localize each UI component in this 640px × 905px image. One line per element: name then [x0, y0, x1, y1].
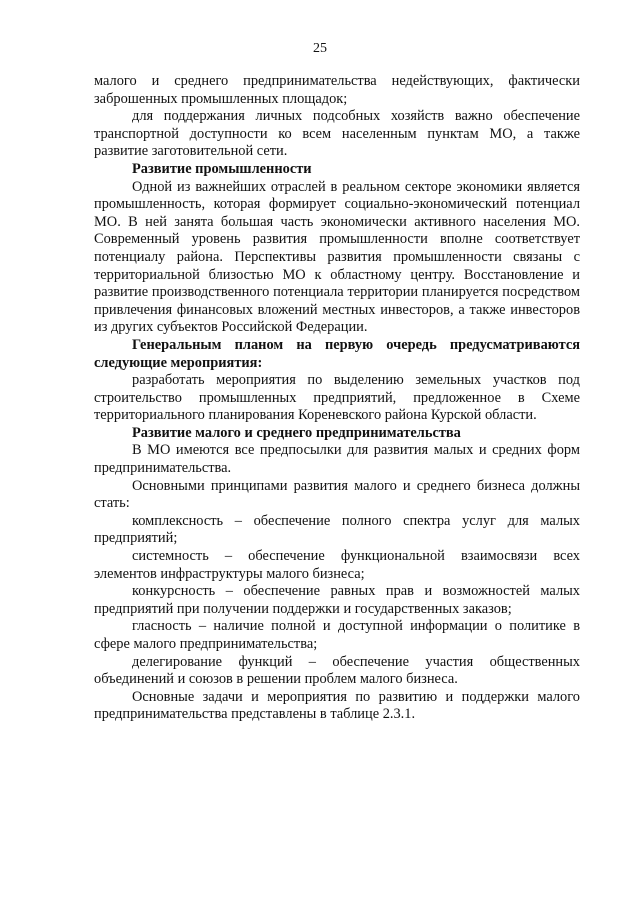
section-heading: Развитие промышленности [132, 160, 312, 177]
list-item: гласность – наличие полной и доступной информации о политике в сфере малого предпринимательства; [94, 618, 580, 652]
paragraph: Одной из важнейших отраслей в реальном секторе экономики является промышленность, которая формирует социально-экономический потенциал МО. В ней занята большая часть экономически активного населения МО. Современный уровень развития промышленности вполне соответствует потенциалу района. Перспективы развития промышленности связаны с территориальной близостью МО к областному центру. Восстановление и развитие производственного потенциала территории планируется посредством привлечения финансовых вложений местных инвесторов, а также инвесторов из других субъектов Российской Федерации. [94, 178, 580, 336]
paragraph: разработать мероприятия по выделению земельных участков под строительство промышленных предприятий, предложенное в Схеме территориального планирования Кореневского района Курской области. [94, 372, 580, 424]
list-item: конкурсность – обеспечение равных прав и возможностей малых предприятий при получении поддержки и государственных заказов; [94, 583, 580, 617]
list-item: системность – обеспечение функциональной взаимосвязи всех элементов инфраструктуры малого бизнеса; [94, 548, 580, 582]
section-heading: Развитие малого и среднего предпринимательства [132, 424, 461, 441]
paragraph: Основные задачи и мероприятия по развитию и поддержки малого предпринимательства представлены в таблице 2.3.1. [94, 688, 580, 723]
document-body [94, 73, 580, 724]
page-number: 25 [313, 41, 327, 56]
paragraph: малого и среднего предпринимательства недействующих, фактически заброшенных промышленных площадок; [94, 73, 580, 107]
paragraph: Основными принципами развития малого и среднего бизнеса должны стать: [94, 477, 580, 512]
paragraph: для поддержания личных подсобных хозяйств важно обеспечение транспортной доступности ко всем населенным пунктам МО, а также развитие заготовительной сети. [94, 108, 580, 160]
list-item: делегирование функций – обеспечение участия общественных объединений и союзов в решении проблем малого бизнеса. [94, 653, 580, 688]
list-item: комплексность – обеспечение полного спектра услуг для малых предприятий; [94, 512, 580, 547]
section-heading: Генеральным планом на первую очередь предусматриваются следующие мероприятия: [94, 336, 580, 371]
paragraph: В МО имеются все предпосылки для развития малых и средних форм предпринимательства. [94, 442, 580, 477]
